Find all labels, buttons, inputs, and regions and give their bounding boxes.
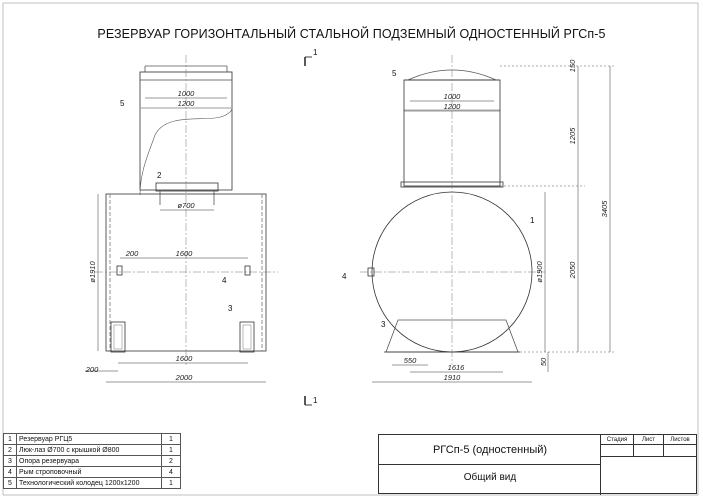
- table-row: 4 Рым строповочный 4: [4, 467, 181, 478]
- dim-end-lid-height: 150: [568, 59, 577, 73]
- stamp-sheet-header: Лист: [634, 435, 664, 445]
- dim-side-support-offset: 200: [85, 365, 99, 374]
- end-view: [360, 55, 615, 382]
- dim-side-well-outer: 1200: [177, 99, 195, 108]
- stamp-stage-header: Стадия: [601, 435, 634, 445]
- specification-table: [3, 433, 181, 489]
- section-label-bottom: 1: [313, 396, 318, 405]
- table-row: 5 Технологический колодец 1200х1200 1: [4, 478, 181, 489]
- drawing-name: Общий вид: [463, 472, 517, 483]
- dim-end-support-width: 550: [403, 356, 417, 365]
- dim-end-width: 1910: [443, 373, 461, 382]
- dim-end-well-outer: 1200: [443, 102, 461, 111]
- callout-end-3: 3: [381, 320, 386, 329]
- callout-end-5: 5: [392, 69, 397, 78]
- dim-end-support-span: 1616: [447, 363, 465, 372]
- callout-end-1: 1: [530, 216, 535, 225]
- title-block: [378, 434, 697, 494]
- callout-side-5: 5: [120, 99, 125, 108]
- side-support-left: [111, 322, 125, 352]
- stamp-sheet-cell: [634, 445, 664, 457]
- table-row: 2 Люк-лаз Ø700 с крышкой Ø800 1: [4, 445, 181, 456]
- sheet-frame: [3, 3, 698, 495]
- dim-side-hatch: ø700: [177, 201, 195, 210]
- dim-end-body-height: 2050: [568, 261, 577, 279]
- stamp-sheets-cell: [664, 445, 696, 457]
- callout-side-3: 3: [228, 304, 233, 313]
- side-eye-left: [117, 266, 122, 275]
- dim-side-eye-offset: 200: [125, 249, 139, 258]
- side-eye-right: [245, 266, 250, 275]
- dim-end-total-height: 3405: [600, 200, 609, 218]
- dim-end-well-inner: 1000: [443, 92, 461, 101]
- table-row: 3 Опора резервуара 2: [4, 456, 181, 467]
- stamp-stage-cell: [601, 445, 634, 457]
- dim-side-support-spacing: 1600: [175, 354, 193, 363]
- callout-side-2: 2: [157, 171, 162, 180]
- section-marker: [305, 57, 312, 405]
- dim-end-inner-diameter: ø1900: [535, 261, 544, 283]
- stamp-sheets-header: Листов: [664, 435, 696, 445]
- callout-side-4: 4: [222, 276, 227, 285]
- title-block-main: [379, 435, 601, 495]
- dim-side-diameter: ø1910: [88, 261, 97, 283]
- side-support-right: [240, 322, 254, 352]
- dim-end-well-height: 1205: [568, 127, 577, 145]
- dim-side-eye-spacing: 1600: [175, 249, 193, 258]
- table-row: 1 Резервуар РГЦ5 1: [4, 434, 181, 445]
- drawing-code: РГСп-5 (одностенный): [379, 435, 601, 465]
- dim-side-length: 2000: [175, 373, 193, 382]
- dim-side-well-inner: 1000: [177, 89, 195, 98]
- dim-end-bottom-gap: 50: [539, 357, 548, 367]
- callout-end-4: 4: [342, 272, 347, 281]
- drawing-title: РЕЗЕРВУАР ГОРИЗОНТАЛЬНЫЙ СТАЛЬНОЙ ПОДЗЕМНЫЙ ОДНОСТЕННЫЙ РГСп-5: [97, 27, 606, 41]
- section-label-top: 1: [313, 48, 318, 57]
